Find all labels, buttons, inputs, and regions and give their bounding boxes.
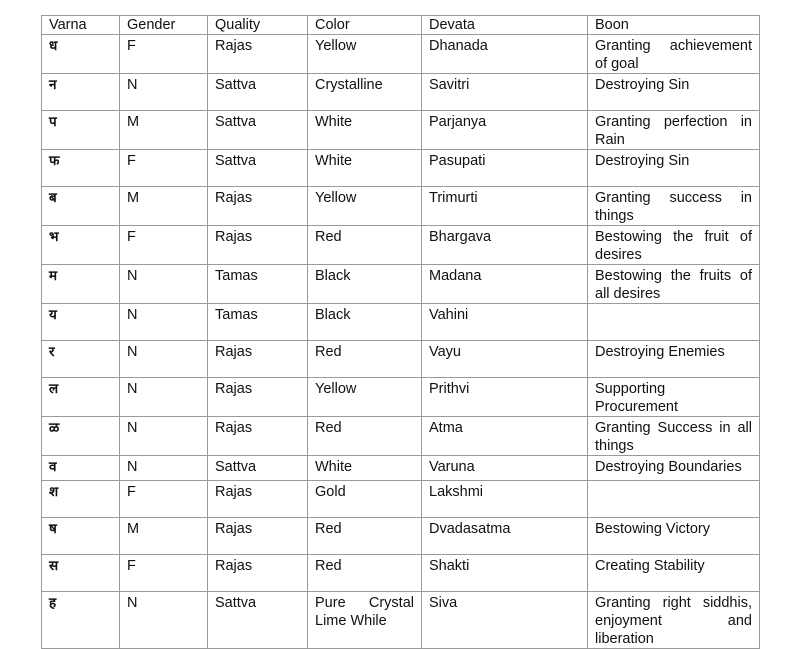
table-row bbox=[42, 111, 760, 150]
boon-cell bbox=[588, 481, 760, 518]
table-row bbox=[42, 592, 760, 649]
devata-cell: Parjanya bbox=[422, 111, 588, 150]
devata-cell: Dhanada bbox=[422, 35, 588, 74]
color-cell: Red bbox=[308, 555, 422, 592]
devata-cell: Vahini bbox=[422, 304, 588, 341]
varna-cell: व bbox=[42, 456, 120, 481]
devata-cell: Pasupati bbox=[422, 150, 588, 187]
varna-cell: ह bbox=[42, 592, 120, 649]
varna-cell: न bbox=[42, 74, 120, 111]
devata-cell: Savitri bbox=[422, 74, 588, 111]
quality-cell: Sattva bbox=[208, 74, 308, 111]
gender-cell: M bbox=[120, 187, 208, 226]
table-row bbox=[42, 150, 760, 187]
varna-cell: म bbox=[42, 265, 120, 304]
color-cell: Crystalline bbox=[308, 74, 422, 111]
boon-cell: Bestowing the fruit of desires bbox=[588, 226, 760, 265]
quality-cell: Sattva bbox=[208, 111, 308, 150]
devata-cell: Siva bbox=[422, 592, 588, 649]
gender-cell: N bbox=[120, 456, 208, 481]
devata-cell: Trimurti bbox=[422, 187, 588, 226]
quality-cell: Sattva bbox=[208, 150, 308, 187]
varna-table bbox=[41, 15, 760, 649]
gender-cell: M bbox=[120, 111, 208, 150]
varna-cell: ष bbox=[42, 518, 120, 555]
table-row bbox=[42, 304, 760, 341]
gender-cell: F bbox=[120, 150, 208, 187]
quality-cell: Tamas bbox=[208, 304, 308, 341]
devata-cell: Varuna bbox=[422, 456, 588, 481]
varna-cell: ळ bbox=[42, 417, 120, 456]
gender-cell: N bbox=[120, 417, 208, 456]
gender-cell: M bbox=[120, 518, 208, 555]
quality-cell: Rajas bbox=[208, 35, 308, 74]
varna-cell: य bbox=[42, 304, 120, 341]
gender-cell: N bbox=[120, 304, 208, 341]
color-cell: Red bbox=[308, 226, 422, 265]
gender-cell: N bbox=[120, 378, 208, 417]
boon-cell: Granting success in things bbox=[588, 187, 760, 226]
varna-cell: र bbox=[42, 341, 120, 378]
quality-cell: Rajas bbox=[208, 518, 308, 555]
varna-cell: ब bbox=[42, 187, 120, 226]
boon-cell: Supporting Procurement bbox=[588, 378, 760, 417]
varna-cell: फ bbox=[42, 150, 120, 187]
quality-cell: Rajas bbox=[208, 417, 308, 456]
gender-cell: F bbox=[120, 555, 208, 592]
color-cell: Red bbox=[308, 417, 422, 456]
header-row bbox=[42, 16, 760, 35]
table-row bbox=[42, 481, 760, 518]
quality-cell: Rajas bbox=[208, 555, 308, 592]
varna-cell: प bbox=[42, 111, 120, 150]
boon-cell: Destroying Sin bbox=[588, 150, 760, 187]
table-row bbox=[42, 341, 760, 378]
color-cell: White bbox=[308, 150, 422, 187]
table-body bbox=[42, 35, 760, 649]
gender-cell: N bbox=[120, 341, 208, 378]
table-row bbox=[42, 187, 760, 226]
table-row bbox=[42, 265, 760, 304]
boon-cell: Creating Stability bbox=[588, 555, 760, 592]
color-cell: White bbox=[308, 111, 422, 150]
boon-cell: Destroying Boundaries bbox=[588, 456, 760, 481]
quality-cell: Rajas bbox=[208, 481, 308, 518]
boon-cell: Granting perfection in Rain bbox=[588, 111, 760, 150]
devata-cell: Atma bbox=[422, 417, 588, 456]
varna-cell: भ bbox=[42, 226, 120, 265]
color-cell: White bbox=[308, 456, 422, 481]
quality-cell: Rajas bbox=[208, 187, 308, 226]
gender-cell: N bbox=[120, 265, 208, 304]
header-boon: Boon bbox=[588, 16, 760, 35]
quality-cell: Sattva bbox=[208, 456, 308, 481]
color-cell: Black bbox=[308, 265, 422, 304]
boon-cell: Bestowing the fruits of all desires bbox=[588, 265, 760, 304]
boon-cell: Granting Success in all things bbox=[588, 417, 760, 456]
table-row bbox=[42, 378, 760, 417]
color-cell: Yellow bbox=[308, 187, 422, 226]
table-row bbox=[42, 226, 760, 265]
boon-cell: Destroying Enemies bbox=[588, 341, 760, 378]
gender-cell: F bbox=[120, 481, 208, 518]
color-cell: Pure Crystal Lime While bbox=[308, 592, 422, 649]
color-cell: Yellow bbox=[308, 35, 422, 74]
quality-cell: Sattva bbox=[208, 592, 308, 649]
table-row bbox=[42, 555, 760, 592]
gender-cell: N bbox=[120, 74, 208, 111]
table-row bbox=[42, 417, 760, 456]
gender-cell: F bbox=[120, 226, 208, 265]
color-cell: Red bbox=[308, 341, 422, 378]
devata-cell: Madana bbox=[422, 265, 588, 304]
devata-cell: Dvadasatma bbox=[422, 518, 588, 555]
quality-cell: Rajas bbox=[208, 378, 308, 417]
gender-cell: N bbox=[120, 592, 208, 649]
quality-cell: Rajas bbox=[208, 226, 308, 265]
varna-cell: स bbox=[42, 555, 120, 592]
devata-cell: Bhargava bbox=[422, 226, 588, 265]
color-cell: Gold bbox=[308, 481, 422, 518]
varna-cell: श bbox=[42, 481, 120, 518]
devata-cell: Vayu bbox=[422, 341, 588, 378]
devata-cell: Shakti bbox=[422, 555, 588, 592]
header-color: Color bbox=[308, 16, 422, 35]
varna-cell: ल bbox=[42, 378, 120, 417]
boon-cell: Granting right siddhis, enjoyment and liberation bbox=[588, 592, 760, 649]
quality-cell: Tamas bbox=[208, 265, 308, 304]
boon-cell: Destroying Sin bbox=[588, 74, 760, 111]
quality-cell: Rajas bbox=[208, 341, 308, 378]
header-quality: Quality bbox=[208, 16, 308, 35]
boon-cell: Bestowing Victory bbox=[588, 518, 760, 555]
header-devata: Devata bbox=[422, 16, 588, 35]
table-header bbox=[42, 16, 760, 35]
header-varna: Varna bbox=[42, 16, 120, 35]
boon-cell bbox=[588, 304, 760, 341]
color-cell: Black bbox=[308, 304, 422, 341]
table-row bbox=[42, 35, 760, 74]
devata-cell: Prithvi bbox=[422, 378, 588, 417]
color-cell: Yellow bbox=[308, 378, 422, 417]
header-gender: Gender bbox=[120, 16, 208, 35]
table-row bbox=[42, 74, 760, 111]
table-row bbox=[42, 456, 760, 481]
varna-cell: ध bbox=[42, 35, 120, 74]
gender-cell: F bbox=[120, 35, 208, 74]
boon-cell: Granting achievement of goal bbox=[588, 35, 760, 74]
color-cell: Red bbox=[308, 518, 422, 555]
devata-cell: Lakshmi bbox=[422, 481, 588, 518]
table-row bbox=[42, 518, 760, 555]
